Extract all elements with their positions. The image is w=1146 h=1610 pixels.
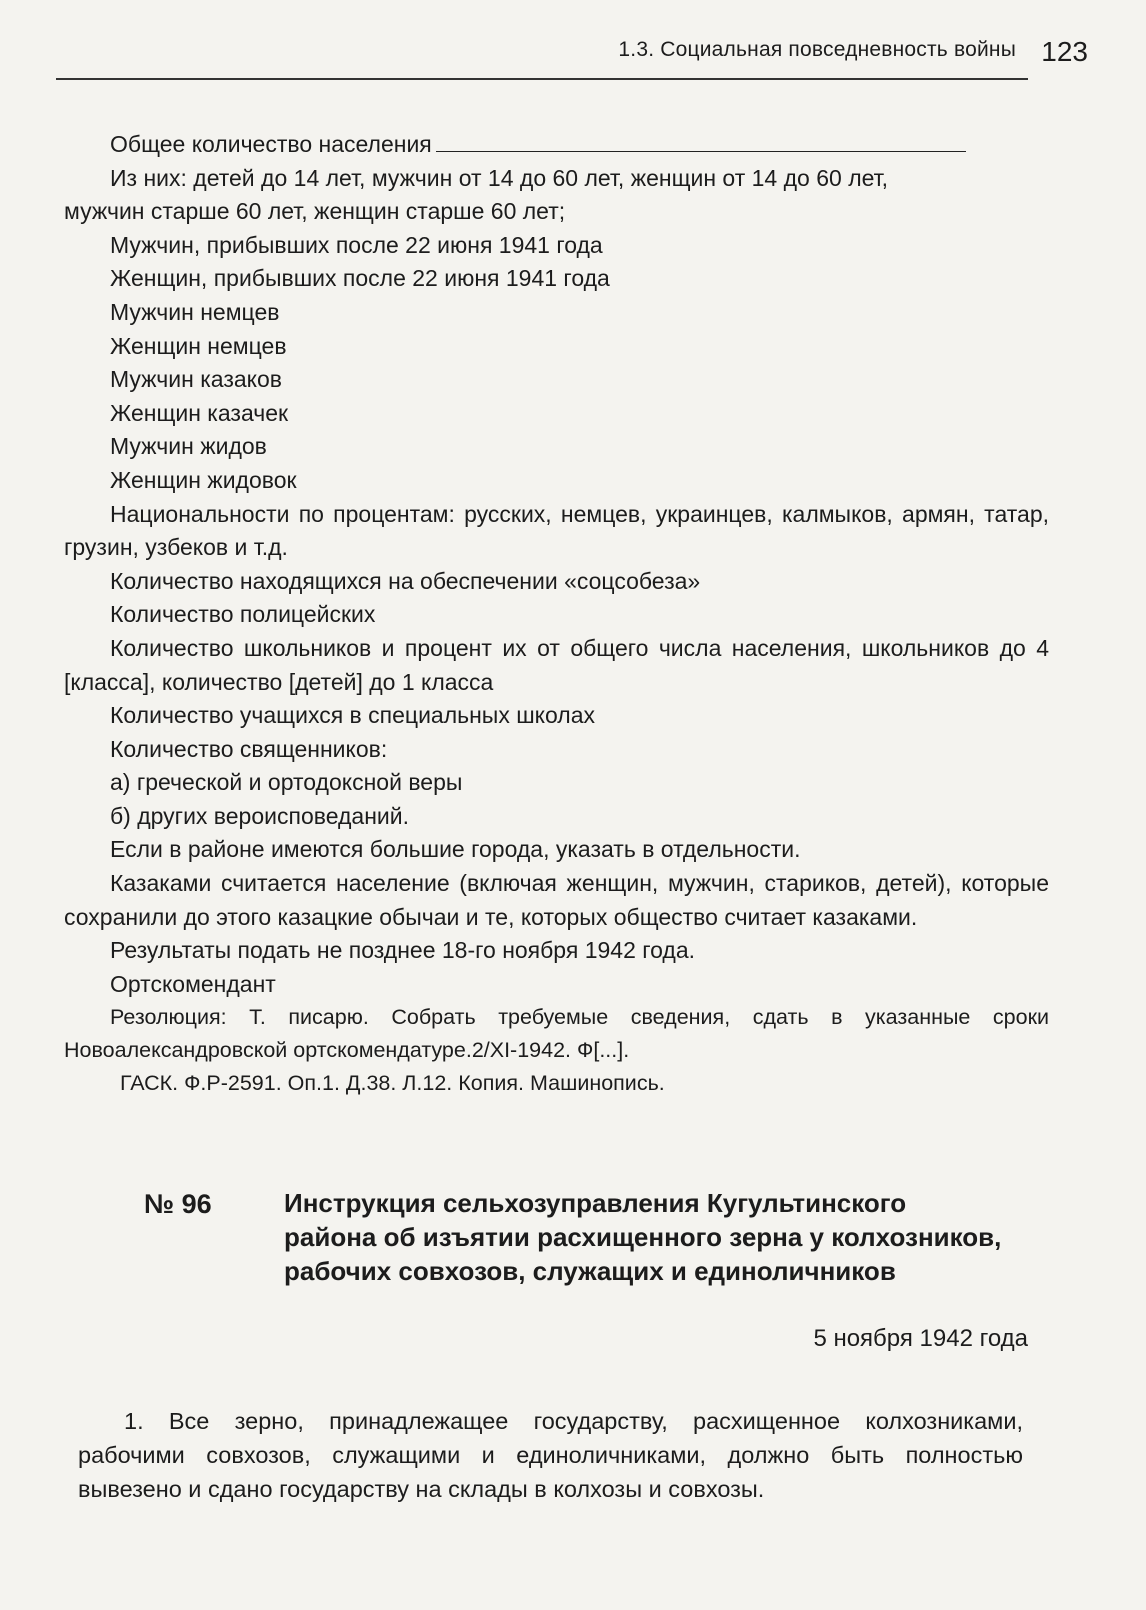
document-number: № 96 [144, 1189, 212, 1219]
list-item: Количество находящихся на обеспечении «соцсобеза» [110, 567, 701, 594]
list-item: Количество священников: [110, 735, 388, 762]
page-number: 123 [1041, 36, 1088, 67]
running-title: 1.3. Социальная повседневность войны [618, 38, 1016, 61]
nationalities-paragraph: Национальности по процентам: русских, немцев, украинцев, калмыков, армян, татар, грузин, узбеков и т.д. [64, 500, 1049, 561]
deadline-line: Результаты подать не позднее 18-го ноября 1942 года. [110, 937, 696, 964]
total-population-line: Общее количество населения [64, 128, 1049, 162]
list-item: а) греческой и ортодоксной веры [110, 769, 463, 796]
page-header [0, 30, 1146, 90]
document-title: Инструкция сельхозуправления Кугультинского района об изъятии расхищенного зерна у колхозников, рабочих совхозов, служащих и единоличников [284, 1188, 1002, 1286]
resolution: Резолюция: Т. писарю. Собрать требуемые сведения, сдать в указанные сроки Новоалександровской ортскомендатуре.2/XI-1942. Ф[...]. [64, 1005, 1049, 1063]
list-item: Мужчин казаков [110, 366, 282, 393]
list-item: Женщин казачек [110, 399, 289, 426]
header-rule [56, 78, 1028, 80]
list-item: Количество полицейских [110, 601, 376, 628]
list-item: Женщин жидовок [110, 466, 297, 493]
breakdown-line-1: Из них: детей до 14 лет, мужчин от 14 до 60 лет, женщин от 14 до 60 лет, [110, 164, 889, 191]
breakdown-line-2: мужчин старше 60 лет, женщин старше 60 лет; [64, 198, 566, 225]
signature: Ортскомендант [110, 970, 276, 997]
archive-source: ГАСК. Ф.Р-2591. Оп.1. Д.38. Л.12. Копия. Машинопись. [120, 1071, 665, 1096]
document-date: 5 ноября 1942 года [813, 1325, 1028, 1352]
list-item: Мужчин, прибывших после 22 июня 1941 года [110, 231, 603, 258]
document-body [78, 1404, 1023, 1506]
document-heading [144, 1186, 1024, 1288]
list-item: Женщин, прибывших после 22 июня 1941 года [110, 265, 610, 292]
list-item: б) других вероисповеданий. [110, 802, 409, 829]
list-item: Мужчин немцев [110, 298, 280, 325]
schoolchildren-paragraph: Количество школьников и процент их от общего числа населения, школьников до 4 [класса], количество [детей] до 1 класса [64, 634, 1049, 695]
list-item: Женщин немцев [110, 332, 287, 359]
cossacks-paragraph: Казаками считается население (включая женщин, мужчин, стариков, детей), которые сохранили до этого казацкие обычаи и те, которых общество считает казаками. [64, 870, 1049, 930]
fill-line [436, 129, 966, 152]
questionnaire [64, 128, 1049, 1101]
list-item: Количество учащихся в специальных школах [110, 702, 595, 729]
list-item: Мужчин жидов [110, 433, 267, 460]
list-item: Если в районе имеются большие города, указать в отдельности. [110, 836, 801, 863]
paragraph-1: 1. Все зерно, принадлежащее государству, расхищенное колхозниками, рабочими совхозов, служащими и единоличниками, должно быть полностью вывезено и сдано государству на склады в колхозы и совхозы. [78, 1408, 1023, 1502]
